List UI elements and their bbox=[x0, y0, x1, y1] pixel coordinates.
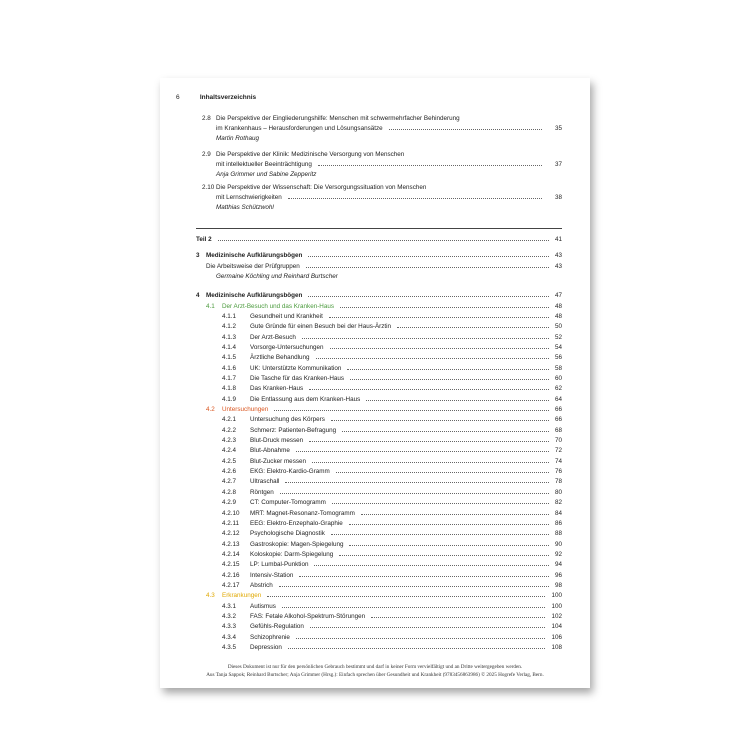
entry-title-line1: Die Perspektive der Klinik: Medizinische Versorgung von Menschen bbox=[216, 151, 405, 158]
toc-entry-4-2-11[interactable] bbox=[196, 519, 562, 529]
toc-entry-4-3-2[interactable] bbox=[196, 612, 562, 622]
entry-page: 82 bbox=[554, 499, 562, 507]
entry-title: Intensiv-Station bbox=[250, 571, 294, 579]
toc-entry-4-1-2[interactable] bbox=[196, 322, 562, 332]
entry-title: Medizinische Aufklärungsbögen bbox=[206, 292, 303, 299]
entry-title: UK: Unterstützte Kommunikation bbox=[250, 364, 342, 372]
entry-number: 4.1.7 bbox=[222, 374, 237, 382]
entry-page: 80 bbox=[554, 488, 562, 496]
entry-title-line1: Die Perspektive der Wissenschaft: Die Versorgungssituation von Menschen bbox=[216, 184, 427, 191]
entry-number: 4.2.6 bbox=[222, 468, 237, 476]
entry-title: Die Arbeitsweise der Prüfgruppen bbox=[206, 263, 300, 270]
entry-number: 4.2.13 bbox=[222, 540, 240, 548]
entry-title: Blut-Abnahme bbox=[250, 447, 290, 455]
entry-page: 43 bbox=[554, 252, 562, 259]
entry-number: 4.2.2 bbox=[222, 426, 237, 434]
entry-author: Anja Grimmer und Sabine Zepperitz bbox=[216, 171, 317, 178]
entry-page: 84 bbox=[554, 509, 562, 517]
entry-number: 4.2.11 bbox=[222, 519, 240, 527]
toc-entry-4-1-9[interactable] bbox=[196, 395, 562, 405]
entry-number: 4.2.17 bbox=[222, 581, 240, 589]
entry-page: 74 bbox=[554, 457, 562, 465]
entry-number: 4.3.1 bbox=[222, 602, 237, 610]
entry-title: Das Kranken-Haus bbox=[250, 385, 304, 393]
toc-entry-chapter-3[interactable] bbox=[196, 251, 562, 261]
toc-entry-4-1-3[interactable] bbox=[196, 333, 562, 343]
entry-title: Medizinische Aufklärungsbögen bbox=[206, 252, 303, 259]
entry-title: Gastroskopie: Magen-Spiegelung bbox=[250, 540, 344, 548]
entry-page: 41 bbox=[554, 236, 562, 243]
entry-number: 4.3.2 bbox=[222, 613, 237, 620]
entry-title: LP: Lumbal-Punktion bbox=[250, 561, 309, 569]
entry-page: 64 bbox=[554, 395, 562, 403]
toc-entry-4-2-17[interactable] bbox=[196, 581, 562, 591]
toc-entry-chapter-4[interactable] bbox=[196, 291, 562, 301]
page-number: 6 bbox=[176, 94, 180, 101]
entry-title-line2: mit intellektueller Beeinträchtigung bbox=[216, 161, 312, 168]
toc-entry-4-2-3[interactable] bbox=[196, 436, 562, 446]
entry-number: 4.3.4 bbox=[222, 633, 237, 641]
toc-entry-2-9[interactable] bbox=[202, 150, 562, 180]
entry-title: FAS: Fetale Alkohol-Spektrum-Störungen bbox=[250, 613, 366, 620]
divider-rule bbox=[196, 228, 562, 229]
toc-entry-4-2-13[interactable] bbox=[196, 540, 562, 550]
entry-number: 4.2.7 bbox=[222, 478, 237, 486]
toc-entry-4-1-7[interactable] bbox=[196, 374, 562, 384]
toc-entry-4-3-5[interactable] bbox=[196, 643, 562, 653]
toc-entry-4-3-3[interactable] bbox=[196, 622, 562, 632]
entry-number: 4.3 bbox=[206, 592, 215, 600]
entry-page: 92 bbox=[554, 550, 562, 558]
entry-title: Koloskopie: Darm-Spiegelung bbox=[250, 550, 334, 558]
entry-page: 66 bbox=[554, 416, 562, 424]
toc-entry-4-2-5[interactable] bbox=[196, 457, 562, 467]
entry-title: Blut-Zucker messen bbox=[250, 457, 306, 465]
toc-entry-4-2-8[interactable] bbox=[196, 488, 562, 498]
entry-number: 4.2.16 bbox=[222, 571, 240, 579]
toc-entry-4-2-10[interactable] bbox=[196, 509, 562, 519]
toc-entry-4-2-7[interactable] bbox=[196, 477, 562, 487]
entry-title: Teil 2 bbox=[196, 236, 212, 243]
entry-page: 104 bbox=[551, 623, 562, 631]
entry-page: 78 bbox=[554, 478, 562, 486]
entry-number: 2.8 bbox=[202, 115, 211, 122]
entry-title: Ultraschall bbox=[250, 478, 280, 486]
entry-number: 4.3.5 bbox=[222, 644, 237, 652]
toc-entry-4-2-15[interactable] bbox=[196, 560, 562, 570]
entry-page: 90 bbox=[554, 540, 562, 548]
entry-page: 66 bbox=[554, 406, 562, 413]
entry-title: CT: Computer-Tomogramm bbox=[250, 499, 326, 507]
entry-title: Gefühls-Regulation bbox=[250, 623, 304, 631]
entry-title: EKG: Elektro-Kardio-Gramm bbox=[250, 468, 330, 476]
page-header bbox=[176, 94, 256, 101]
toc-entry-4-3-1[interactable] bbox=[196, 602, 562, 612]
toc-entry-2-10[interactable] bbox=[202, 183, 562, 213]
entry-number: 4.2.4 bbox=[222, 447, 237, 455]
entry-page: 48 bbox=[554, 302, 562, 310]
entry-number: 4.2.1 bbox=[222, 416, 237, 424]
toc-entry-2-8[interactable] bbox=[202, 114, 562, 144]
entry-number: 4.2.5 bbox=[222, 457, 237, 465]
toc-section-4-3[interactable] bbox=[196, 591, 562, 601]
header-title: Inhaltsverzeichnis bbox=[199, 94, 257, 101]
entry-title: Der Arzt-Besuch bbox=[250, 333, 296, 341]
entry-number: 4.2.3 bbox=[222, 437, 237, 445]
entry-title: Die Entlassung aus dem Kranken-Haus bbox=[250, 395, 361, 403]
toc-entry-4-2-16[interactable] bbox=[196, 571, 562, 581]
entry-title: Vorsorge-Untersuchungen bbox=[250, 343, 324, 351]
toc-entry-4-1-4[interactable] bbox=[196, 343, 562, 353]
document-page bbox=[160, 78, 590, 688]
entry-number: 2.9 bbox=[202, 151, 211, 158]
entry-number: 4.2 bbox=[206, 406, 215, 413]
entry-title-line2: im Krankenhaus – Herausforderungen und Lösungsansätze bbox=[216, 125, 383, 132]
toc-entry-4-1-1[interactable] bbox=[196, 312, 562, 322]
entry-title: MRT: Magnet-Resonanz-Tomogramm bbox=[250, 509, 355, 517]
entry-page: 100 bbox=[551, 592, 562, 600]
entry-page: 60 bbox=[554, 374, 562, 382]
entry-title: Erkrankungen bbox=[222, 592, 262, 600]
entry-number: 4.1.2 bbox=[222, 323, 237, 331]
entry-page: 48 bbox=[554, 312, 562, 320]
entry-page: 86 bbox=[554, 519, 562, 527]
toc-section-4-2[interactable] bbox=[196, 405, 562, 415]
entry-number: 4.3.3 bbox=[222, 623, 237, 631]
toc-entry-chapter-3-sub[interactable] bbox=[196, 262, 562, 272]
entry-number: 4 bbox=[196, 292, 200, 299]
entry-title: Abstrich bbox=[250, 581, 273, 589]
footer-line-2: Aus Tanja Sappok; Reinhard Burtscher; Anja Grimmer (Hrsg.): Einfach sprechen über Gesundheit und Krankheit (9783456863986) © 2025 Hogrefe Verlag, Bern. bbox=[206, 672, 544, 678]
entry-title-line1: Die Perspektive der Eingliederungshilfe: Menschen mit schwermehrfacher Behinderung bbox=[216, 115, 460, 122]
entry-page: 96 bbox=[554, 571, 562, 579]
entry-title: Schmerz: Patienten-Befragung bbox=[250, 426, 337, 434]
entry-number: 4.2.14 bbox=[222, 550, 240, 558]
entry-title: Psychologische Diagnostik bbox=[250, 530, 325, 538]
entry-number: 4.1.9 bbox=[222, 395, 237, 403]
entry-page: 35 bbox=[554, 125, 562, 132]
entry-author: Matthias Schützwohl bbox=[216, 204, 274, 211]
toc-entry-4-1-8[interactable] bbox=[196, 384, 562, 394]
entry-number: 4.2.8 bbox=[222, 488, 237, 496]
entry-page: 102 bbox=[551, 613, 562, 620]
entry-title: EEG: Elektro-Enzephalo-Graphie bbox=[250, 519, 343, 527]
entry-title: Untersuchungen bbox=[222, 406, 269, 413]
entry-number: 4.1.6 bbox=[222, 364, 237, 372]
entry-title: Depression bbox=[250, 644, 282, 652]
entry-title: Autismus bbox=[250, 602, 276, 610]
entry-page: 56 bbox=[554, 354, 562, 362]
entry-page: 58 bbox=[554, 364, 562, 372]
toc-entry-4-1-5[interactable] bbox=[196, 353, 562, 363]
entry-page: 37 bbox=[554, 161, 562, 168]
entry-number: 4.2.10 bbox=[222, 509, 240, 517]
entry-title: Die Tasche für das Kranken-Haus bbox=[250, 374, 345, 382]
toc-entry-4-1-6[interactable] bbox=[196, 364, 562, 374]
toc-entry-4-2-14[interactable] bbox=[196, 550, 562, 560]
entry-number: 4.1 bbox=[206, 302, 215, 310]
entry-page: 72 bbox=[554, 447, 562, 455]
entry-number: 4.1.3 bbox=[222, 333, 237, 341]
entry-number: 4.1.5 bbox=[222, 354, 237, 362]
entry-author: Germaine Köchling und Reinhard Burtscher bbox=[216, 273, 338, 280]
toc-entry-4-2-2[interactable] bbox=[196, 426, 562, 436]
toc-entry-4-2-12[interactable] bbox=[196, 529, 562, 539]
entry-page: 108 bbox=[551, 644, 562, 652]
entry-page: 106 bbox=[551, 633, 562, 641]
footer-line-1: Dieses Dokument ist nur für den persönlichen Gebrauch bestimmt und darf in keiner Form vervielfältigt und an Dritte weitergegeben werden. bbox=[227, 664, 523, 670]
entry-title: Schizophrenie bbox=[250, 633, 290, 641]
entry-number: 4.1.1 bbox=[222, 312, 237, 320]
entry-number: 4.1.4 bbox=[222, 343, 237, 351]
entry-page: 54 bbox=[554, 343, 562, 351]
toc-entry-4-2-4[interactable] bbox=[196, 446, 562, 456]
toc-entry-4-2-9[interactable] bbox=[196, 498, 562, 508]
entry-number: 4.1.8 bbox=[222, 385, 237, 393]
entry-page: 68 bbox=[554, 426, 562, 434]
entry-page: 98 bbox=[554, 581, 562, 589]
entry-number: 2.10 bbox=[202, 184, 215, 191]
toc-entry-4-2-1[interactable] bbox=[196, 415, 562, 425]
entry-number: 3 bbox=[196, 252, 200, 259]
entry-page: 47 bbox=[554, 292, 562, 299]
entry-page: 62 bbox=[554, 385, 562, 393]
entry-number: 4.2.12 bbox=[222, 530, 240, 538]
entry-title: Untersuchung des Körpers bbox=[250, 416, 325, 424]
entry-number: 4.2.15 bbox=[222, 561, 240, 569]
entry-page: 52 bbox=[554, 333, 562, 341]
toc-entry-teil-2[interactable] bbox=[196, 235, 562, 245]
entry-title: Ärztliche Behandlung bbox=[250, 354, 310, 362]
toc-entry-4-3-4[interactable] bbox=[196, 633, 562, 643]
entry-number: 4.2.9 bbox=[222, 499, 237, 507]
entry-title-line2: mit Lernschwierigkeiten bbox=[216, 194, 282, 201]
entry-author: Martin Rothaug bbox=[216, 135, 260, 142]
entry-title: Der Arzt-Besuch und das Kranken-Haus bbox=[222, 302, 335, 310]
entry-page: 100 bbox=[551, 602, 562, 610]
entry-page: 50 bbox=[554, 323, 562, 331]
entry-title: Gute Gründe für einen Besuch bei der Haus-Ärztin bbox=[250, 323, 392, 331]
entry-title: Gesundheit und Krankheit bbox=[250, 312, 323, 320]
entry-page: 94 bbox=[554, 561, 562, 569]
entry-page: 88 bbox=[554, 530, 562, 538]
entry-title: Blut-Druck messen bbox=[250, 437, 304, 445]
entry-title: Röntgen bbox=[250, 488, 274, 496]
entry-page: 70 bbox=[554, 437, 562, 445]
entry-page: 38 bbox=[554, 194, 562, 201]
toc-entry-4-2-6[interactable] bbox=[196, 467, 562, 477]
entry-page: 76 bbox=[554, 468, 562, 476]
toc-section-4-1[interactable] bbox=[196, 302, 562, 312]
entry-page: 43 bbox=[554, 263, 562, 270]
